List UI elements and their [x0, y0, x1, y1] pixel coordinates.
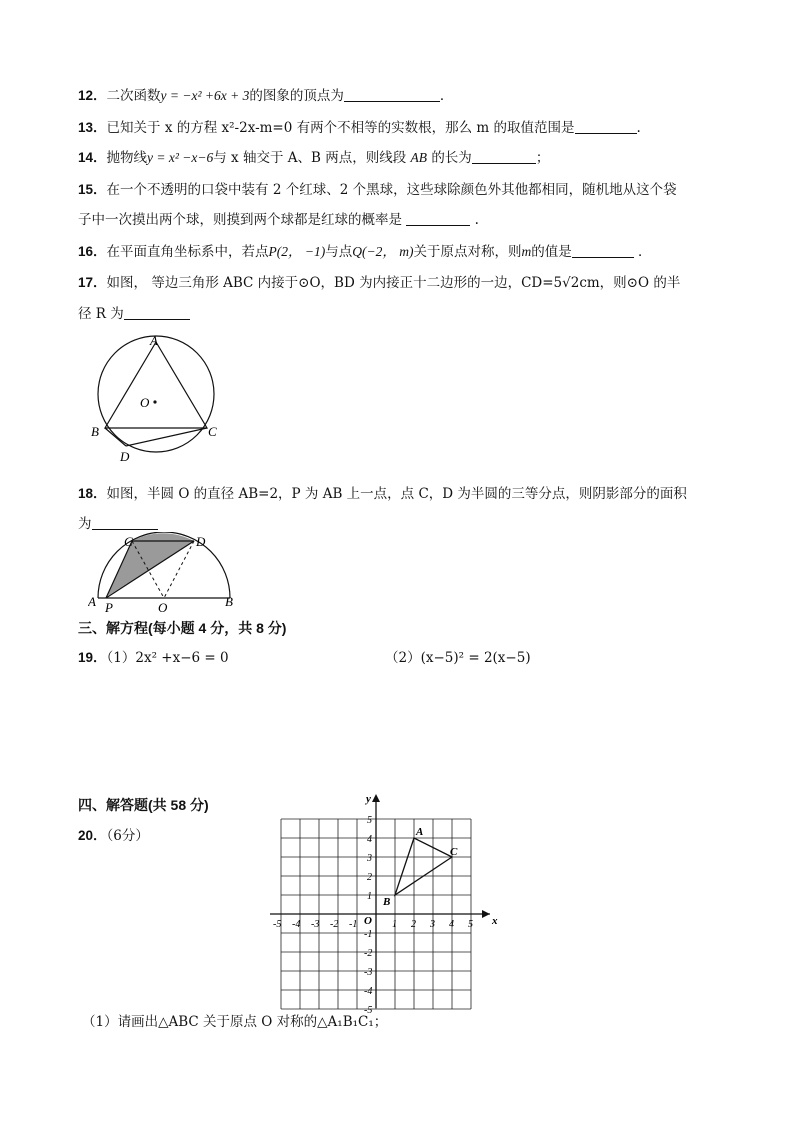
- q13-end: .: [636, 120, 641, 136]
- q13-text: 已知关于 x 的方程 x²-2x-m=0 有两个不相等的实数根，那么 m 的取值范围是: [106, 120, 575, 136]
- q14-end: ；: [535, 150, 550, 166]
- q16-text-post: 关于原点对称，则: [413, 244, 522, 260]
- q16-end: ．: [638, 244, 652, 260]
- label-b: B: [383, 896, 391, 908]
- y-axis-arrow-icon: [372, 794, 380, 802]
- q18-line1: 如图，半圆 O 的直径 AB=2，P 为 AB 上一点，点 C，D 为半圆的三等分点，则阴影部分的面积: [106, 486, 687, 502]
- q20-score: （6分）: [106, 828, 149, 844]
- x-tick-label: 1: [392, 919, 397, 930]
- q12-text-post: 的图象的顶点为: [249, 88, 344, 104]
- q12-end: ．: [439, 88, 454, 104]
- q19-part2: （2）(x−5)² = 2(x−5): [385, 650, 531, 666]
- question-number: 16．: [78, 244, 107, 259]
- label-p: P: [105, 600, 113, 615]
- x-tick-label: -1: [349, 919, 358, 930]
- q14-text-mid: 与 x 轴交于 A、B 两点，则线段: [213, 150, 407, 166]
- label-a: A: [150, 333, 158, 348]
- segment-bd: [105, 428, 126, 446]
- y-tick-label: -2: [364, 948, 373, 959]
- label-c: C: [450, 846, 458, 858]
- triangle-abc: [395, 838, 452, 895]
- x-tick-label: 2: [411, 919, 416, 930]
- q16-text-pre: 在平面直角坐标系中，若点: [106, 244, 269, 260]
- label-a: A: [416, 826, 424, 838]
- answer-blank[interactable]: [344, 87, 440, 102]
- q17-line1: 如图， 等边三角形 ABC 内接于⊙O，BD 为内接正十二边形的一边，CD=5√2cm，则⊙O 的半: [106, 275, 681, 291]
- label-c: C: [208, 424, 217, 439]
- answer-blank[interactable]: [575, 119, 637, 134]
- y-axis-label: y: [366, 793, 371, 805]
- q15-end: .: [474, 212, 479, 228]
- label-d: D: [120, 449, 130, 464]
- question-number: 14．: [78, 150, 107, 165]
- question-number: 13．: [78, 120, 107, 135]
- triangle-abc: [105, 342, 207, 428]
- question-number: 12．: [78, 88, 107, 103]
- x-tick-label: 3: [430, 919, 435, 930]
- y-tick-label: 5: [367, 815, 372, 826]
- x-tick-label: 4: [449, 919, 454, 930]
- origin-label: O: [364, 915, 372, 927]
- answer-blank[interactable]: [472, 149, 536, 164]
- label-o: O: [158, 600, 168, 615]
- question-number: 17．: [78, 275, 107, 290]
- q16-text-post2: 的值是: [531, 244, 572, 260]
- question-17-line1: [78, 271, 680, 291]
- y-tick-label: 3: [367, 853, 372, 864]
- question-number: 15．: [78, 182, 107, 197]
- y-tick-label: -4: [364, 986, 373, 997]
- q12-text-pre: 二次函数: [106, 88, 161, 104]
- question-20-sub1: [82, 1010, 387, 1030]
- x-axis-arrow-icon: [482, 910, 490, 918]
- q20-sub1: （1）请画出△ABC 关于原点 O 对称的△A₁B₁C₁；: [82, 1014, 388, 1030]
- shaded-region: [106, 533, 194, 597]
- q16-m: m: [521, 244, 532, 259]
- y-tick-label: -3: [364, 967, 373, 978]
- coordinate-grid: [262, 790, 502, 1014]
- answer-blank[interactable]: [572, 243, 634, 258]
- section-title-3: 三、解方程(每小题 4 分，共 8 分): [78, 620, 287, 636]
- q17-line2: 径 R 为: [78, 306, 124, 322]
- q16-point-q: Q(−2， m): [352, 244, 414, 259]
- y-tick-label: 2: [367, 872, 372, 883]
- answer-blank[interactable]: [92, 515, 158, 530]
- section-title-4: 四、解答题(共 58 分): [78, 797, 209, 813]
- label-b: B: [91, 424, 99, 439]
- figure-18: [88, 532, 244, 616]
- q15-line2: 子中一次摸出两个球，则摸到两个球都是红球的概率是: [78, 212, 402, 228]
- label-d: D: [196, 534, 206, 549]
- question-15-line2: [78, 208, 479, 228]
- q14-ab: AB: [410, 150, 428, 165]
- y-tick-label: -5: [364, 1005, 373, 1014]
- circle-o: [98, 336, 214, 452]
- q12-formula: y = −x² +6x + 3: [160, 88, 250, 103]
- question-12: [78, 84, 453, 104]
- x-axis-label: x: [492, 915, 498, 927]
- x-tick-label: -2: [330, 919, 339, 930]
- y-tick-label: 1: [367, 891, 372, 902]
- figure-17: [88, 330, 228, 466]
- q15-line1: 在一个不透明的口袋中装有 2 个红球、2 个黑球，这些球除颜色外其他都相同，随机地从这个袋: [106, 182, 677, 198]
- question-19: [78, 646, 229, 666]
- q19-part1: （1）2x² +x−6 = 0: [106, 650, 229, 666]
- question-16: [78, 240, 652, 260]
- axes: [270, 794, 490, 1008]
- question-17-line2: [78, 302, 190, 322]
- x-tick-label: -5: [273, 919, 282, 930]
- question-number: 19．: [78, 650, 107, 665]
- y-tick-label: -1: [364, 929, 373, 940]
- label-a: A: [88, 594, 96, 609]
- center-point: [153, 400, 156, 403]
- y-tick-label: 4: [367, 834, 372, 845]
- label-b: B: [225, 594, 233, 609]
- question-20: [78, 824, 149, 844]
- q16-text-mid: 与点: [325, 244, 353, 260]
- question-13: [78, 116, 641, 136]
- q18-line2: 为: [78, 516, 92, 532]
- q14-text-post: 的长为: [431, 150, 472, 166]
- x-tick-label: -4: [292, 919, 301, 930]
- question-18-line1: [78, 482, 687, 502]
- q14-formula: y = x² −x−6: [147, 150, 214, 165]
- question-14: [78, 146, 549, 166]
- answer-blank[interactable]: [406, 211, 470, 226]
- q16-point-p: P(2， −1): [268, 244, 326, 259]
- x-tick-label: -3: [311, 919, 320, 930]
- question-15-line1: [78, 178, 677, 198]
- question-number: 20．: [78, 828, 107, 843]
- question-number: 18．: [78, 486, 107, 501]
- question-19-part2: [385, 646, 531, 666]
- q14-text-pre: 抛物线: [106, 150, 148, 166]
- label-o: O: [140, 395, 150, 410]
- answer-blank[interactable]: [124, 305, 190, 320]
- question-18-line2: [78, 512, 158, 532]
- x-tick-label: 5: [468, 919, 473, 930]
- label-c: C: [124, 534, 133, 549]
